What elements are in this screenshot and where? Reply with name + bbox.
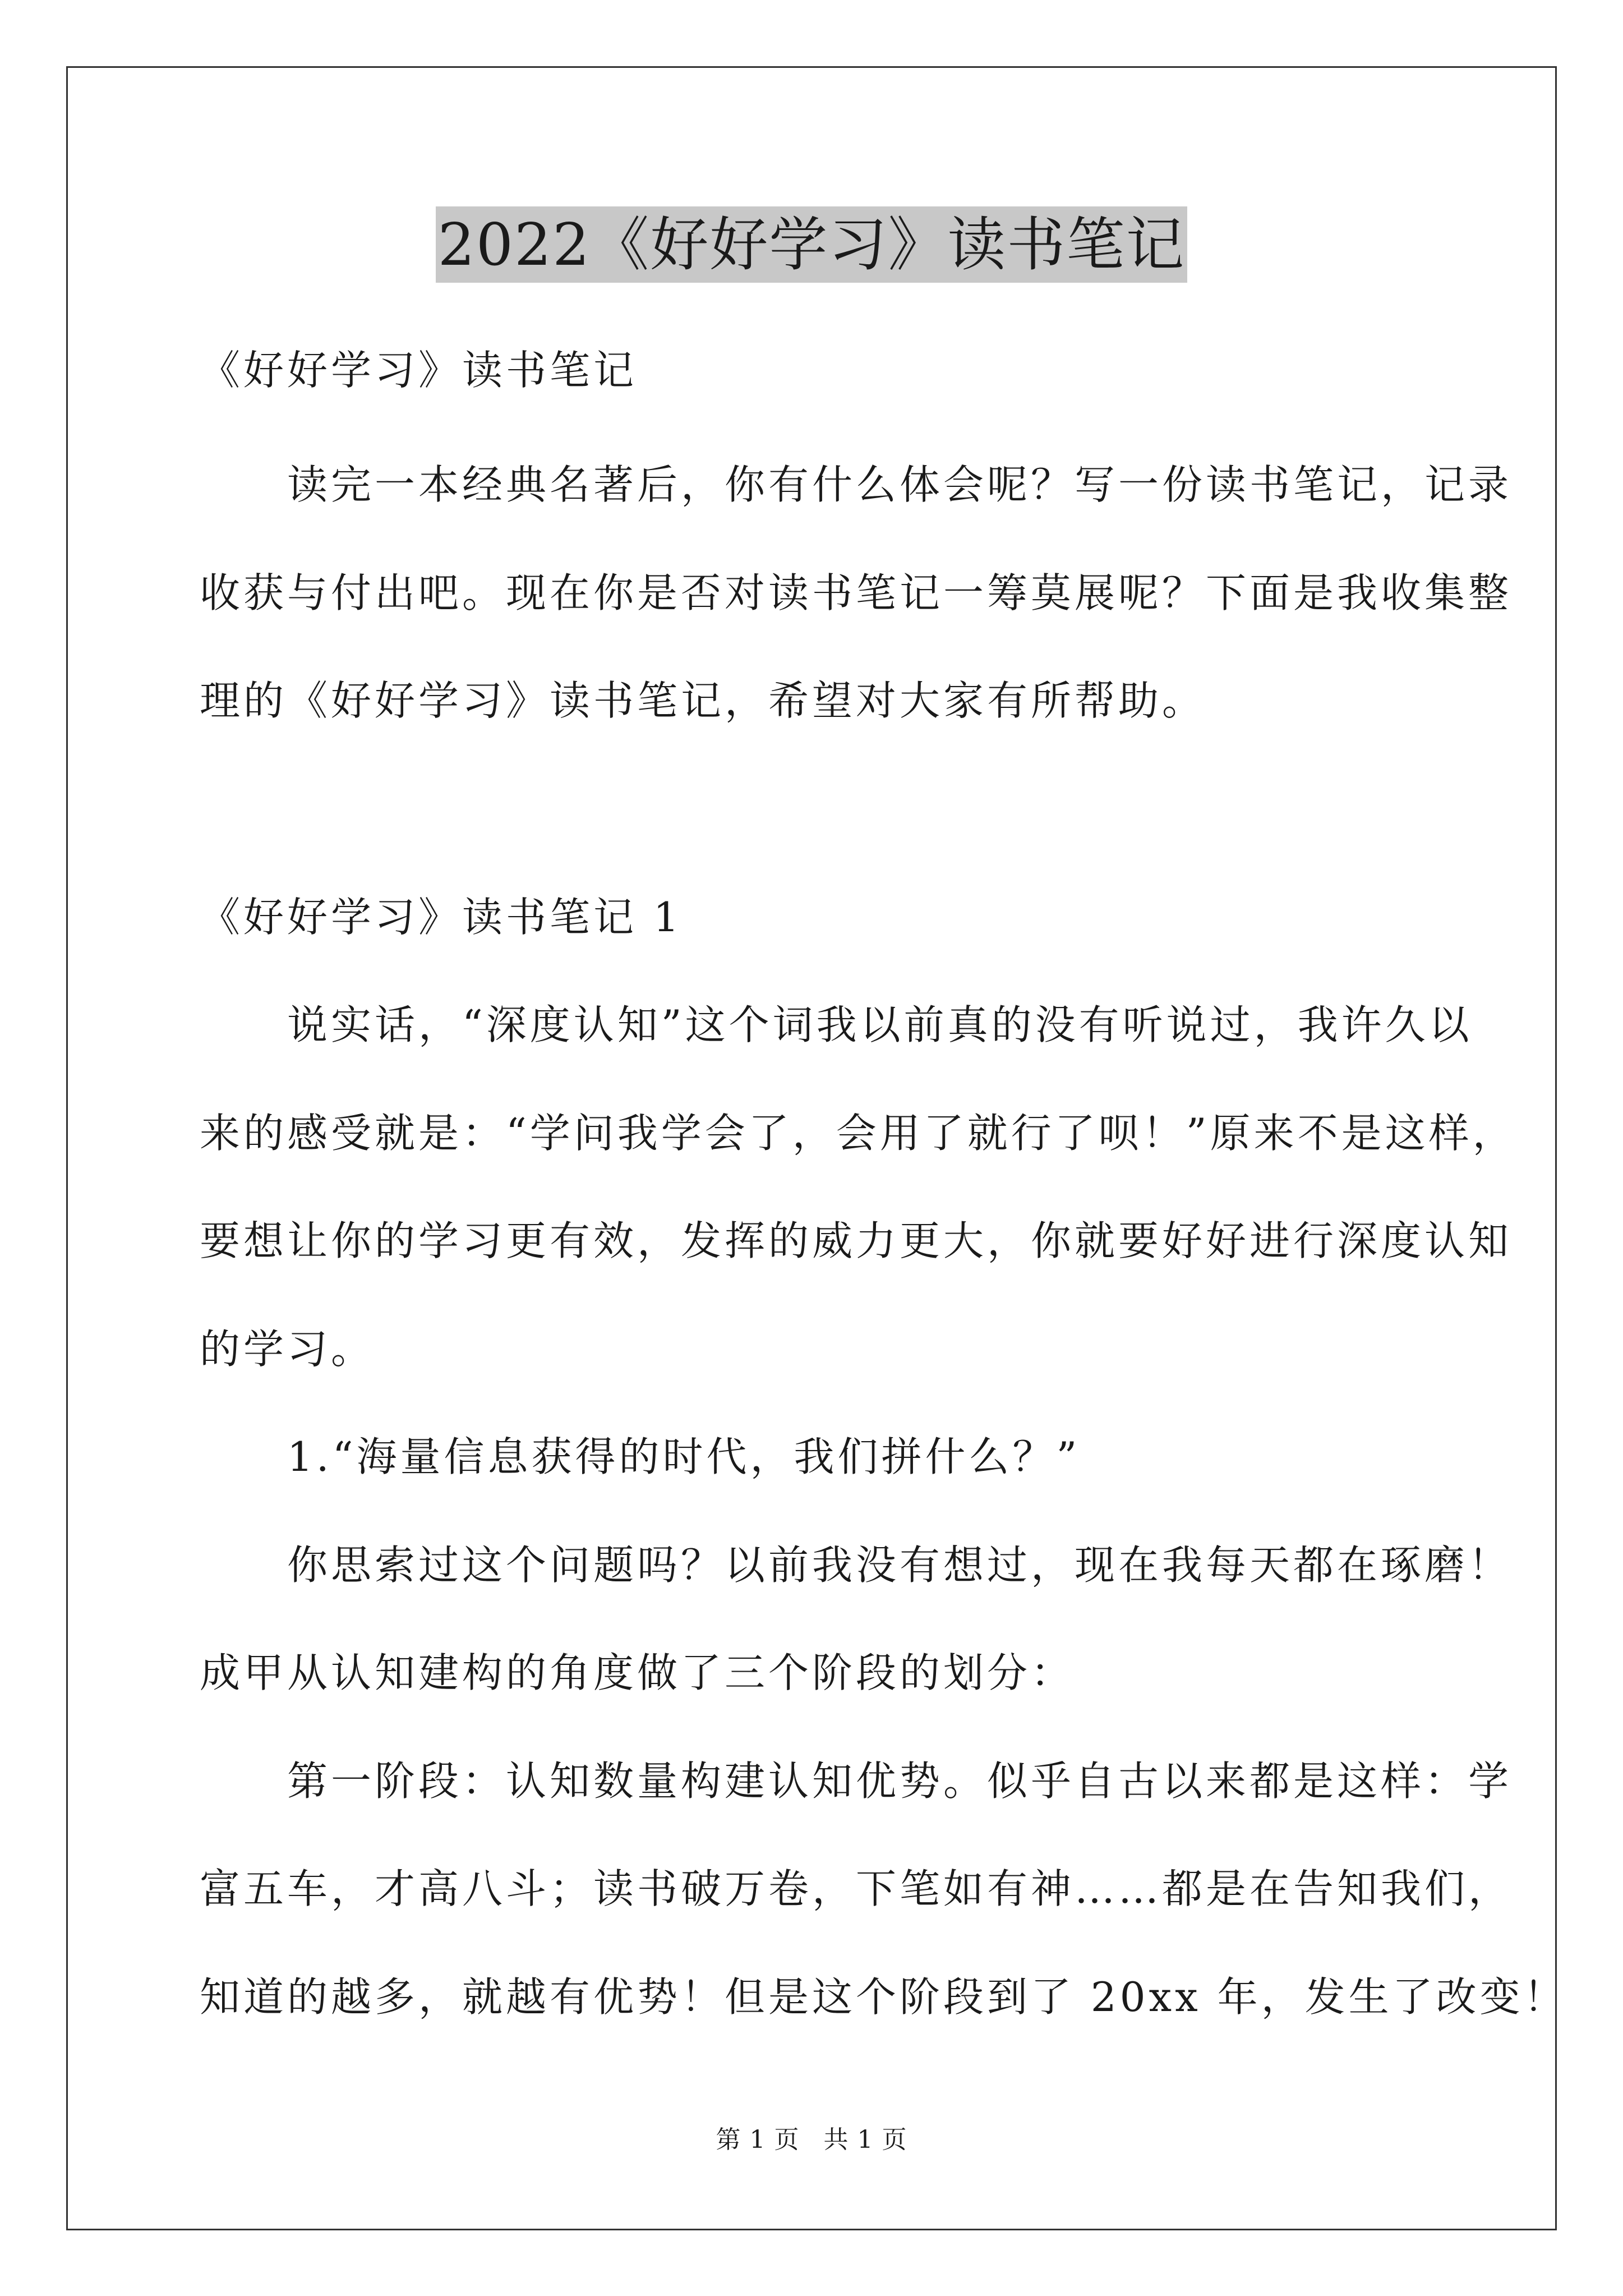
paragraph-line: 知道的越多，就越有优势！但是这个阶段到了 20xx 年，发生了改变！ bbox=[200, 1973, 1567, 2021]
page-number-total: 共 1 页 bbox=[823, 2125, 907, 2154]
page-footer bbox=[0, 2124, 1623, 2156]
section-heading: 《好好学习》读书笔记 1 bbox=[200, 894, 683, 941]
paragraph-line: 说实话，“深度认知”这个词我以前真的没有听说过，我许久以 bbox=[200, 1001, 1473, 1048]
paragraph-line: 的学习。 bbox=[200, 1326, 375, 1373]
list-item-heading: 1.“海量信息获得的时代，我们拼什么？” bbox=[200, 1433, 1081, 1480]
paragraph-line: 富五车，才高八斗；读书破万卷，下笔如有神……都是在告知我们， bbox=[200, 1865, 1513, 1912]
paragraph-line: 成甲从认知建构的角度做了三个阶段的划分： bbox=[200, 1649, 1075, 1696]
subtitle-line: 《好好学习》读书笔记 bbox=[200, 347, 638, 394]
paragraph-line: 收获与付出吧。现在你是否对读书笔记一筹莫展呢？下面是我收集整 bbox=[200, 569, 1513, 616]
paragraph-line: 理的《好好学习》读书笔记，希望对大家有所帮助。 bbox=[200, 677, 1206, 724]
paragraph-line: 读完一本经典名著后，你有什么体会呢？写一份读书笔记，记录 bbox=[200, 461, 1513, 508]
document-title: 2022《好好学习》读书笔记 bbox=[436, 206, 1188, 283]
title-container bbox=[0, 206, 1623, 283]
paragraph-line: 你思索过这个问题吗？以前我没有想过，现在我每天都在琢磨！ bbox=[200, 1542, 1513, 1589]
paragraph-line: 要想让你的学习更有效，发挥的威力更大，你就要好好进行深度认知 bbox=[200, 1217, 1513, 1264]
page-number-current: 第 1 页 bbox=[716, 2125, 800, 2154]
paragraph-line: 来的感受就是：“学问我学会了，会用了就行了呗！”原来不是这样， bbox=[200, 1110, 1516, 1157]
paragraph-line: 第一阶段：认知数量构建认知优势。似乎自古以来都是这样：学 bbox=[200, 1757, 1513, 1805]
